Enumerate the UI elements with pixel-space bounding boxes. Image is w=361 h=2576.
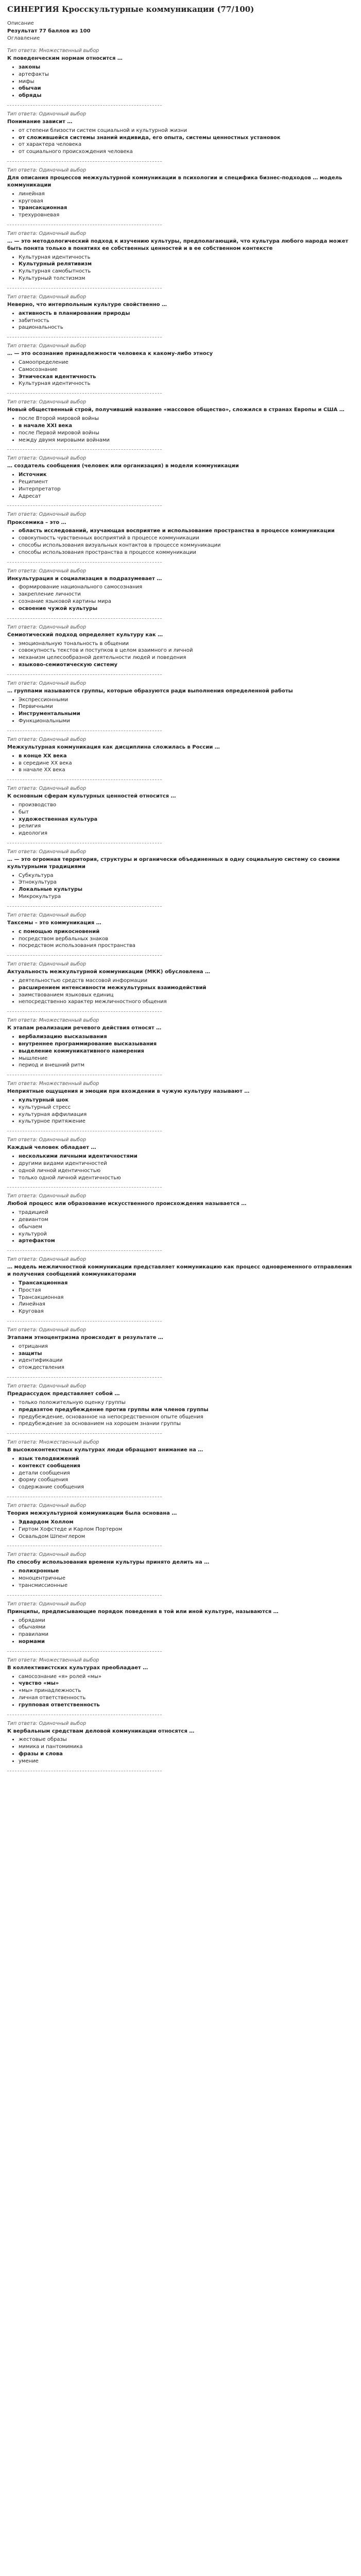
answer-options [7, 528, 355, 556]
question-divider [7, 1011, 162, 1012]
question-text: Этапами этноцентризма происходит в результате … [7, 1335, 163, 1341]
answer-option: • Культурный толстизмзм [19, 275, 355, 282]
question-type: Тип ответа: Одиночный выбор [7, 1327, 87, 1333]
question-divider [7, 1433, 162, 1434]
answer-options [7, 1280, 355, 1315]
question-type: Тип ответа: Одиночный выбор [7, 1601, 87, 1607]
answer-option: • Линейная [19, 1301, 355, 1308]
answer-option: • Культурная идентичность [19, 254, 355, 261]
answer-options [7, 471, 355, 500]
question-type: Тип ответа: Множественный выбор [7, 1018, 99, 1024]
answer-option: • трансмиссионные [19, 1582, 355, 1589]
question-block [7, 849, 355, 907]
question-divider [7, 1377, 162, 1378]
answer-options [7, 1617, 355, 1646]
answer-option: • область исследований, изучающая восприятие и использование пространства в процессе коммуникации [19, 528, 355, 535]
answer-option: • детали сообщения [19, 1470, 355, 1477]
question-block [7, 47, 355, 106]
question-text: В высококонтекстных культурах люди обращают внимание на … [7, 1447, 203, 1453]
question-text: Неприятные ощущения и эмоции при вхождении в чужую культуру называют … [7, 1089, 250, 1095]
question-text: Новый общественный строй, получивший название «массовое общество», сложился в странах Европы и США … [7, 407, 345, 413]
answer-option: • правилами [19, 1631, 355, 1638]
question-text: К основным сферам культурных ценностей относится … [7, 793, 176, 800]
question-text: Для описания процессов межкультурной коммуникации в психологии и специфика бизнес-подходов … модель коммуникации [7, 175, 342, 188]
question-block [7, 1017, 355, 1075]
answer-options [7, 1673, 355, 1709]
answer-option: • трехуровневая [19, 212, 355, 219]
answer-option: • форму сообщения [19, 1477, 355, 1484]
question-type: Тип ответа: Одиночный выбор [7, 624, 87, 630]
answer-options [7, 753, 355, 774]
answer-option: • трансакционная [19, 205, 355, 212]
answer-option: • Инструментальными [19, 710, 355, 718]
question-divider [7, 562, 162, 563]
answer-option: • Самоопределение [19, 359, 355, 366]
answer-option: • способы использования пространства в процессе коммуникации [19, 549, 355, 556]
answer-option: • от характера человека [19, 141, 355, 148]
question-text: … создатель сообщения (человек или организация) в модели коммуникации [7, 463, 239, 469]
answer-option: • другими видами идентичностей [19, 1160, 355, 1167]
question-block [7, 1256, 355, 1321]
answer-option: • групповая ответственность [19, 1702, 355, 1709]
question-block [7, 294, 355, 337]
description-label: Описание [7, 20, 34, 26]
question-block [7, 1137, 355, 1188]
answer-option: • мышление [19, 1055, 355, 1062]
question-block [7, 961, 355, 1012]
answer-option: • артефактом [19, 1238, 355, 1245]
answer-option: • Адресат [19, 493, 355, 500]
answer-option: • законы [19, 64, 355, 71]
answer-option: • отрицания [19, 1343, 355, 1350]
answer-option: • религия [19, 823, 355, 830]
answer-option: • закрепление личности [19, 591, 355, 598]
answer-options [7, 1033, 355, 1069]
question-type: Тип ответа: Одиночный выбор [7, 912, 87, 918]
answer-options [7, 1736, 355, 1765]
answer-option: • Функциональными [19, 718, 355, 725]
answer-option: • самосознание «я» ролей «мы» [19, 1673, 355, 1681]
answer-option: • предубеждение, основанное на непосредственном опыте общения [19, 1414, 355, 1421]
answer-option: • забитность [19, 317, 355, 325]
question-divider [7, 1250, 162, 1251]
question-text: Инкультурация и социализация в подразумевает … [7, 575, 162, 582]
question-divider [7, 618, 162, 619]
question-text: Таксемы – это коммуникация … [7, 920, 101, 926]
answer-option: • эмоциональную тональность в общении [19, 640, 355, 648]
question-divider [7, 1595, 162, 1596]
answer-option: • фразы и слова [19, 1751, 355, 1758]
answer-option: • идентификации [19, 1357, 355, 1364]
answer-options [7, 359, 355, 387]
page-title: СИНЕРГИЯ Кросскультурные коммуникации (77/100) [7, 5, 254, 14]
question-type: Тип ответа: Одиночный выбор [7, 512, 87, 518]
answer-option: • мимика и пантомимика [19, 1743, 355, 1751]
question-text: Каждый человек обладает … [7, 1145, 96, 1151]
answer-option: • период и внешний ритм [19, 1062, 355, 1069]
answer-option: • Микрокультура [19, 893, 355, 901]
question-text: … группами называются группы, которые образуются ради выполнения определенной работы [7, 688, 293, 694]
answer-option: • внутреннее программирование высказывания [19, 1041, 355, 1048]
question-divider [7, 955, 162, 956]
answer-option: • обряды [19, 92, 355, 99]
answer-option: • личная ответственность [19, 1694, 355, 1702]
answer-option: • только положительную оценку группы [19, 1399, 355, 1406]
answer-option: • способы использования визуальных контактов в процессе коммуникации [19, 542, 355, 549]
question-divider [7, 161, 162, 162]
answer-option: • обычаями [19, 1624, 355, 1631]
question-type: Тип ответа: Множественный выбор [7, 1439, 99, 1446]
answer-option: • языково-семиотическую систему [19, 662, 355, 669]
answer-option: • Реципиент [19, 479, 355, 486]
answer-options [7, 584, 355, 612]
answer-option: • быт [19, 809, 355, 816]
answer-option: • Субкультура [19, 872, 355, 879]
question-type: Тип ответа: Одиночный выбор [7, 399, 87, 405]
answer-option: • с помощью прикосновений [19, 928, 355, 936]
question-type: Тип ответа: Одиночный выбор [7, 1552, 87, 1558]
question-block [7, 399, 355, 450]
question-block [7, 111, 355, 162]
question-block [7, 568, 355, 619]
answer-option: • только одной личной идентичностью [19, 1175, 355, 1182]
answer-option: • отождествления [19, 1364, 355, 1371]
answer-option: • Этническая идентичность [19, 374, 355, 381]
answer-option: • чувство «мы» [19, 1680, 355, 1687]
answer-option: • рациональность [19, 324, 355, 331]
answer-option: • после Второй мировой войны [19, 415, 355, 422]
answer-options [7, 64, 355, 99]
answer-option: • умение [19, 1758, 355, 1765]
question-divider [7, 906, 162, 907]
answer-option: • обычаем [19, 1224, 355, 1231]
answer-option: • художественная культура [19, 816, 355, 823]
question-block [7, 1720, 355, 1771]
answer-option: • идеология [19, 830, 355, 837]
question-divider [7, 105, 162, 106]
answer-options [7, 1568, 355, 1589]
answer-option: • непосредственно характер межличностного общения [19, 998, 355, 1006]
answer-option: • артефакты [19, 71, 355, 78]
answer-option: • Этнокультура [19, 879, 355, 886]
answer-options [7, 977, 355, 1006]
answer-option: • обрядами [19, 1617, 355, 1624]
answer-options [7, 254, 355, 282]
answer-option: • предубеждение за основанием на хорошем знании группы [19, 1420, 355, 1428]
question-text: … — это огромная территория, структуры и органически объединенных в одну социальную систему со своими культурными традициями [7, 857, 340, 870]
answer-option: • Экспрессионными [19, 697, 355, 704]
answer-option: • совокупность чувственных восприятий в процессе коммуникации [19, 535, 355, 542]
answer-option: • после Первой мировой войны [19, 430, 355, 437]
question-block [7, 785, 355, 843]
answer-option: • содержание сообщения [19, 1484, 355, 1491]
question-type: Тип ответа: Одиночный выбор [7, 294, 87, 300]
answer-options [7, 191, 355, 219]
question-block [7, 343, 355, 394]
answer-options [7, 802, 355, 837]
question-block [7, 1193, 355, 1251]
question-block [7, 680, 355, 731]
question-block [7, 1657, 355, 1715]
answer-option: • несколькими личными идентичностями [19, 1153, 355, 1160]
answer-option: • в начале XX века [19, 767, 355, 774]
question-type: Тип ответа: Множественный выбор [7, 1657, 99, 1663]
question-type: Тип ответа: Одиночный выбор [7, 786, 87, 792]
question-block [7, 511, 355, 562]
question-type: Тип ответа: Одиночный выбор [7, 230, 87, 236]
question-type: Тип ответа: Одиночный выбор [7, 736, 87, 742]
answer-option: • заимствованием языковых единиц [19, 992, 355, 999]
question-block [7, 1551, 355, 1595]
answer-option: • девиантом [19, 1216, 355, 1224]
answer-option: • в середине XX века [19, 760, 355, 767]
answer-options [7, 872, 355, 901]
answer-option: • в конце XX века [19, 753, 355, 760]
question-text: Любой процесс или образование искусственного происхождения называется … [7, 1201, 247, 1207]
answer-option: • Трансакционная [19, 1294, 355, 1301]
answer-option: • моноцентричные [19, 1575, 355, 1582]
answer-option: • Культурная самобытность [19, 268, 355, 275]
question-divider [7, 393, 162, 394]
answer-option: • Источник [19, 471, 355, 479]
answer-option: • культурная аффилиация [19, 1111, 355, 1118]
answer-option: • от социального происхождения человека [19, 148, 355, 156]
answer-option: • Локальные культуры [19, 886, 355, 893]
answer-options [7, 1455, 355, 1491]
answer-option: • в начале XXI века [19, 422, 355, 430]
answer-option: • культурой [19, 1231, 355, 1238]
answer-option: • освоение чужой культуры [19, 605, 355, 613]
answer-options [7, 1399, 355, 1428]
answer-option: • между двумя мировыми войнами [19, 437, 355, 444]
answer-option: • жестовые образы [19, 1736, 355, 1743]
question-divider [7, 1187, 162, 1188]
question-text: Неверно, что интерпольным культуре свойственно … [7, 301, 167, 308]
question-text: … — это методологический подход к изучению культуры, предполагающий, что культура любого народа может быть понята только в понятиях ее собственных ценностей и в ее собственном контексте [7, 239, 349, 251]
question-text: … модель межличностной коммуникации представляет коммуникацию как процесс одновременного отправления и получения сообщений коммуникаторами [7, 1264, 352, 1278]
question-text: В коллективистских культурах преобладает … [7, 1665, 148, 1671]
question-text: К поведенческим нормам относится … [7, 56, 123, 62]
answer-options [7, 1153, 355, 1181]
answer-options [7, 697, 355, 725]
question-type: Тип ответа: Одиночный выбор [7, 1383, 87, 1389]
question-block [7, 624, 355, 675]
answer-options [7, 1519, 355, 1540]
answer-option: • Освальдом Шпенглером [19, 1533, 355, 1540]
question-text: Проксемика – это … [7, 519, 66, 526]
answer-option: • посредством использования пространства [19, 942, 355, 950]
question-block [7, 1327, 355, 1378]
question-divider [7, 1651, 162, 1652]
answer-option: • расширением интенсивности межкультурных взаимодействий [19, 985, 355, 992]
answer-option: • мифы [19, 78, 355, 86]
answer-option: • Эдвардом Холлом [19, 1519, 355, 1526]
question-type: Тип ответа: Множественный выбор [7, 1081, 99, 1087]
answer-option: • «мы» принадлежность [19, 1687, 355, 1694]
question-text: К этапам реализации речевого действия относят … [7, 1025, 162, 1031]
answer-options [7, 928, 355, 950]
answer-option: • от сложившейся системы знаний индивида, его опыта, системы ценностных установок [19, 134, 355, 142]
question-block [7, 230, 355, 289]
question-type: Тип ответа: Одиночный выбор [7, 1503, 87, 1509]
answer-options [7, 1343, 355, 1371]
question-divider [7, 288, 162, 289]
question-divider [7, 674, 162, 675]
answer-option: • совокупность текстов и поступков в целом взаимного и личной [19, 647, 355, 654]
answer-option: • механизм целесообразной деятельности людей и поведения [19, 654, 355, 662]
answer-option: • Простая [19, 1287, 355, 1294]
result-score: Результат 77 баллов из 100 [7, 28, 91, 35]
answer-option: • вербализацию высказывания [19, 1033, 355, 1041]
question-type: Тип ответа: Одиночный выбор [7, 961, 87, 968]
answer-option: • язык телодвижений [19, 1455, 355, 1463]
answer-option: • контекст сообщения [19, 1463, 355, 1470]
question-block [7, 1439, 355, 1497]
answer-option: • защиты [19, 1350, 355, 1358]
question-type: Тип ответа: Одиночный выбор [7, 1257, 87, 1263]
question-type: Тип ответа: Одиночный выбор [7, 680, 87, 686]
answer-option: • выделение коммуникативного намерения [19, 1048, 355, 1055]
answer-option: • Самосознание [19, 366, 355, 374]
question-text: К вербальным средствам деловой коммуникации относятся … [7, 1728, 195, 1734]
question-type: Тип ответа: Одиночный выбор [7, 1720, 87, 1726]
answers-label: Оглавление [7, 36, 40, 42]
question-block [7, 912, 355, 956]
question-block [7, 736, 355, 780]
answer-option: • Трансакционная [19, 1280, 355, 1287]
answer-options [7, 1097, 355, 1125]
question-type: Тип ответа: Одиночный выбор [7, 455, 87, 462]
question-text: Понимание зависит … [7, 119, 73, 125]
question-type: Тип ответа: Одиночный выбор [7, 1193, 87, 1199]
question-type: Тип ответа: Одиночный выбор [7, 167, 87, 174]
question-type: Тип ответа: Множественный выбор [7, 48, 99, 54]
question-block [7, 167, 355, 225]
question-text: Актуальность межкультурной коммуникации (МКК) обусловлена … [7, 969, 211, 975]
answer-options [7, 415, 355, 444]
question-text: Межкультурная коммуникация как дисциплина сложилась в России … [7, 744, 220, 750]
question-text: … — это осознание принадлежности человека к какому-либо этносу [7, 351, 213, 357]
question-block [7, 1080, 355, 1131]
question-block [7, 1502, 355, 1546]
question-text: Семиотический подход определяет культуру как … [7, 632, 163, 638]
answer-option: • нормами [19, 1638, 355, 1646]
answer-option: • от степени близости систем социальной и культурной жизни [19, 127, 355, 134]
question-type: Тип ответа: Одиночный выбор [7, 849, 87, 855]
answer-option: • активность в планировании природы [19, 310, 355, 317]
question-block [7, 455, 355, 506]
answer-option: • сознание языковой картины мира [19, 598, 355, 605]
question-type: Тип ответа: Одиночный выбор [7, 111, 87, 117]
answer-option: • Культурная идентичность [19, 380, 355, 387]
answer-options [7, 1209, 355, 1245]
answer-option: • деятельностью средств массовой информации [19, 977, 355, 985]
question-type: Тип ответа: Одиночный выбор [7, 568, 87, 574]
question-type: Тип ответа: Одиночный выбор [7, 1137, 87, 1143]
answer-options [7, 310, 355, 331]
answer-options [7, 640, 355, 669]
answer-option: • культурное притяжение [19, 1118, 355, 1125]
answer-option: • Интерпретатор [19, 486, 355, 493]
question-text: Предрассудок представляет собой … [7, 1391, 120, 1397]
answer-option: • линейная [19, 191, 355, 198]
answer-option: • формирование национального самосознания [19, 584, 355, 591]
question-text: Принципы, предписывающие порядок поведения в той или иной культуре, называются … [7, 1608, 279, 1615]
question-text: Теория межкультурной коммуникации была основана … [7, 1511, 177, 1517]
answer-option: • традицией [19, 1209, 355, 1216]
answer-option: • Гиртом Хофстеде и Карлом Портером [19, 1526, 355, 1533]
question-divider [7, 779, 162, 780]
answer-option: • одной личной идентичностью [19, 1167, 355, 1175]
answer-option: • Культурный релятивизм [19, 261, 355, 268]
question-list [7, 47, 355, 1771]
answer-option: • производство [19, 802, 355, 809]
question-block [7, 1383, 355, 1434]
answer-option: • посредством вербальных знаков [19, 936, 355, 943]
question-divider [7, 505, 162, 506]
answer-options [7, 127, 355, 156]
answer-option: • культурный шок [19, 1097, 355, 1104]
answer-option: • Первичными [19, 703, 355, 710]
question-type: Тип ответа: Одиночный выбор [7, 343, 87, 349]
answer-option: • круговая [19, 198, 355, 205]
question-divider [7, 449, 162, 450]
answer-option: • Круговая [19, 1308, 355, 1315]
answer-option: • полихронные [19, 1568, 355, 1575]
question-block [7, 1601, 355, 1652]
question-text: По способу использования времени культуры принято делить на … [7, 1560, 210, 1566]
answer-option: • предвзятое предубеждение против группы или членов группы [19, 1406, 355, 1414]
answer-option: • обычаи [19, 85, 355, 92]
answer-option: • культурный стресс [19, 1104, 355, 1111]
